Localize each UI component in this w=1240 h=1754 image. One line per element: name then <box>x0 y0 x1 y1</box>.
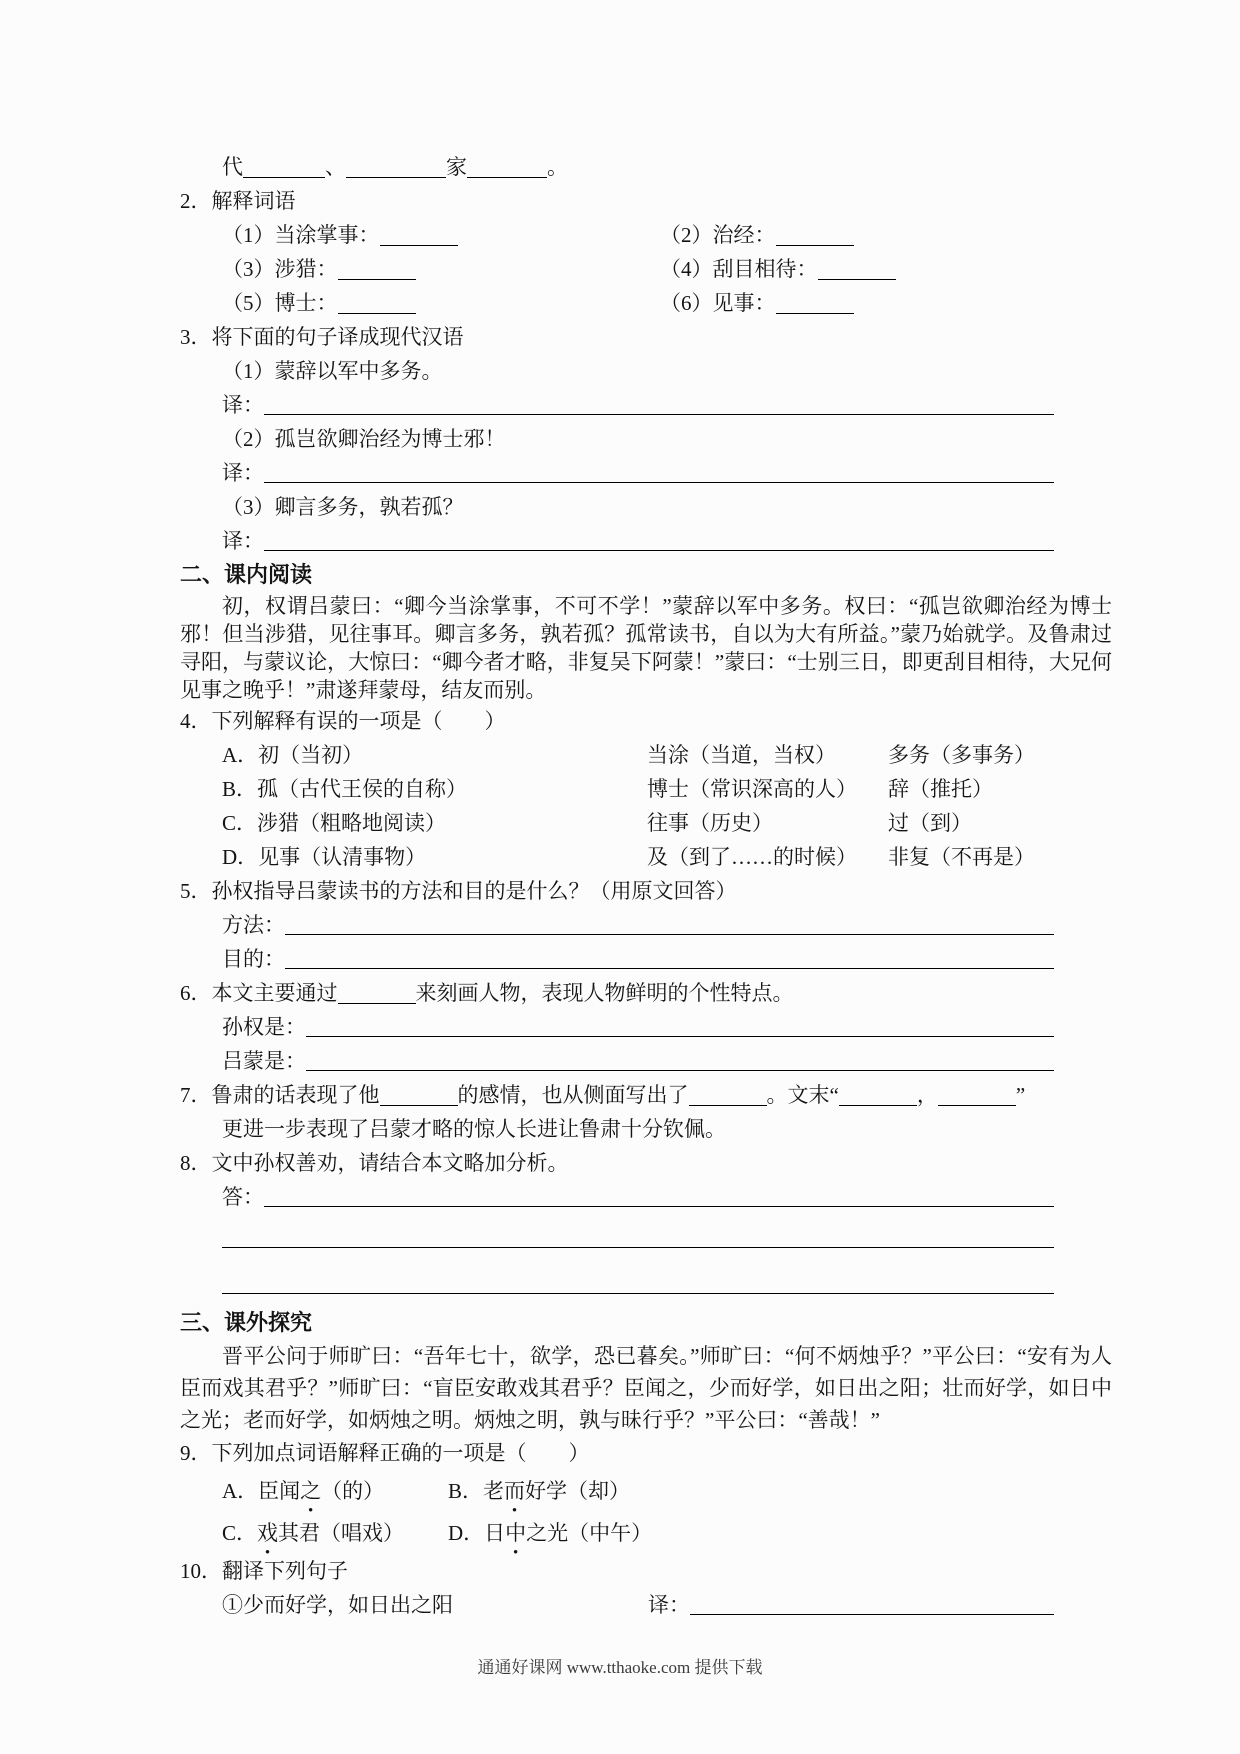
text-segment: 答： <box>222 1185 264 1209</box>
section-2-passage: 初，权谓吕蒙曰：“卿今当涂掌事，不可不学！”蒙辞以军中多务。权曰：“孤岂欲卿治经为博士邪！但当涉猎，见往事耳。卿言多务，孰若孤？孤常读书，自以为大有所益。”蒙乃始就学。及鲁肃过寻阳，与蒙议论，大惊曰：“卿今者才略，非复吴下阿蒙！”蒙曰：“士别三日，即更刮目相待，大兄何见事之晚乎！”肃遂拜蒙母，结友而别。 <box>180 594 1112 702</box>
text-segment: 吕蒙是： <box>222 1049 306 1073</box>
text-segment: 译： <box>648 1593 690 1617</box>
question-4-option-d <box>180 840 1112 874</box>
answer-rule-line <box>222 1229 1054 1248</box>
question-4-option-c <box>180 806 1112 840</box>
question-8-blank-line-1 <box>180 1214 1054 1260</box>
question-2-row-2 <box>180 252 1112 286</box>
blank-underline <box>338 293 416 314</box>
question-2-item-2 <box>660 218 1112 252</box>
question-9-option-a <box>222 1470 448 1512</box>
question-10-title: 10．翻译下列句子 <box>180 1559 348 1583</box>
text-segment: （的） <box>321 1479 385 1503</box>
text-segment: （2）治经： <box>660 223 776 247</box>
question-6-lvmeng-line <box>180 1044 1054 1078</box>
blank-underline <box>938 1085 1016 1106</box>
emphasis-dotted-char: 而 <box>504 1479 526 1503</box>
question-9-option-b <box>448 1470 1112 1512</box>
text-segment: 译： <box>222 393 264 417</box>
question-2-item-1 <box>222 218 660 252</box>
text-segment: （1）当涂掌事： <box>222 223 380 247</box>
option-c-col-1: C．涉猎（粗略地阅读） <box>222 811 447 835</box>
section-3-heading: 三、课外探究 <box>180 1310 313 1335</box>
question-5-title: 5．孙权指导吕蒙读书的方法和目的是什么？（用原文回答） <box>180 879 737 903</box>
question-2-item-3 <box>222 252 660 286</box>
text-segment: （6）见事： <box>660 291 776 315</box>
question-3-title: 3．将下面的句子译成现代汉语 <box>180 325 464 349</box>
blank-underline <box>776 225 854 246</box>
text-segment: 译： <box>222 461 264 485</box>
option-c-col-3: 过（到） <box>888 811 972 835</box>
text-segment: C． <box>222 1521 258 1545</box>
text-segment: 译： <box>222 529 264 553</box>
text-segment: 好学（却） <box>525 1479 631 1503</box>
text-segment: ” <box>1015 1083 1026 1107</box>
blank-underline <box>380 225 458 246</box>
text-segment: 6．本文主要通过 <box>180 981 338 1005</box>
text-segment: 其君（唱戏） <box>278 1521 405 1545</box>
blank-underline <box>243 157 325 178</box>
option-b-col-3: 辞（推托） <box>888 777 993 801</box>
answer-rule-line <box>264 532 1054 551</box>
option-b-col-2: 博士（常识深高的人） <box>647 777 857 801</box>
question-10-translation-line <box>648 1588 1054 1622</box>
footer-watermark: 通通好课网 www.tthaoke.com 提供下载 <box>477 1658 763 1677</box>
text-segment: 之光（中午） <box>526 1521 653 1545</box>
question-8-title: 8．文中孙权善劝，请结合本文略加分析。 <box>180 1151 569 1175</box>
blank-underline <box>346 157 446 178</box>
blank-underline <box>818 259 896 280</box>
answer-rule-line <box>285 916 1054 935</box>
answer-rule-line <box>306 1018 1054 1037</box>
question-9-option-c <box>222 1512 448 1554</box>
answer-rule-line <box>306 1052 1054 1071</box>
blank-underline <box>338 259 416 280</box>
question-2-row-3 <box>180 286 1112 320</box>
question-9-option-d <box>448 1512 1112 1554</box>
text-segment: （5）博士： <box>222 291 338 315</box>
question-2-row-1 <box>180 218 1112 252</box>
text-segment: B．老 <box>448 1479 505 1503</box>
question-7-line-1 <box>180 1078 1112 1112</box>
answer-rule-line <box>264 396 1054 415</box>
question-4-option-a <box>180 738 1112 772</box>
option-b-col-1: B．孤（古代王侯的自称） <box>222 777 468 801</box>
question-8-blank-line-2 <box>180 1260 1054 1306</box>
question-5-purpose-line <box>180 942 1054 976</box>
text-segment: D．日 <box>448 1521 506 1545</box>
text-segment: 7．鲁肃的话表现了他 <box>180 1083 380 1107</box>
blank-underline <box>776 293 854 314</box>
answer-rule-line <box>264 1188 1054 1207</box>
question-10-row <box>180 1588 1054 1622</box>
text-segment: 代 <box>222 155 243 179</box>
answer-rule-line <box>285 950 1054 969</box>
question-4-title: 4．下列解释有误的一项是（ ） <box>180 709 506 733</box>
option-d-col-3: 非复（不再是） <box>888 845 1035 869</box>
text-segment: 的感情，也从侧面写出了 <box>457 1083 689 1107</box>
question-7-line-2: 更进一步表现了吕蒙才略的惊人长进让鲁肃十分钦佩。 <box>222 1117 726 1141</box>
text-segment: 。文末“ <box>766 1083 839 1107</box>
text-segment: 家 <box>446 155 467 179</box>
option-a-col-2: 当涂（当道，当权） <box>647 743 836 767</box>
text-segment: A．臣闻 <box>222 1479 301 1503</box>
question-2-item-5 <box>222 286 660 320</box>
question-3-translation-line-1 <box>180 388 1054 422</box>
question-6-title <box>180 976 1112 1010</box>
emphasis-dotted-char: 之 <box>300 1479 322 1503</box>
section-3-passage: 晋平公问于师旷曰：“吾年七十，欲学，恐已暮矣。”师旷曰：“何不炳烛乎？”平公曰：“安有为人臣而戏其君乎？”师旷曰：“盲臣安敢戏其君乎？臣闻之，少而好学，如日出之阳；壮而好学，如日中之光；老而好学，如炳烛之明。炳烛之明，孰与昧行乎？”平公曰：“善哉！” <box>180 1344 1112 1432</box>
question-9-row-2 <box>180 1512 1112 1554</box>
question-8-answer-line <box>180 1180 1054 1214</box>
emphasis-dotted-char: 戏 <box>257 1521 279 1545</box>
text-segment: 。 <box>547 155 568 179</box>
question-3-translation-line-2 <box>180 456 1054 490</box>
question-6-sunquan-line <box>180 1010 1054 1044</box>
answer-rule-line <box>264 464 1054 483</box>
question-1-continuation <box>180 150 1112 184</box>
question-3-sentence-1: （1）蒙辞以军中多务。 <box>222 359 443 383</box>
question-3-translation-line-3 <box>180 524 1054 558</box>
text-segment: 来刻画人物，表现人物鲜明的个性特点。 <box>415 981 794 1005</box>
blank-underline <box>467 157 547 178</box>
option-c-col-2: 往事（历史） <box>647 811 773 835</box>
question-9-title: 9．下列加点词语解释正确的一项是（ ） <box>180 1441 590 1465</box>
text-segment: （3）涉猎： <box>222 257 338 281</box>
section-2-heading: 二、课内阅读 <box>180 562 313 587</box>
question-3-sentence-2: （2）孤岂欲卿治经为博士邪！ <box>222 427 506 451</box>
blank-underline <box>380 1085 458 1106</box>
option-a-col-1: A．初（当初） <box>222 743 364 767</box>
question-2-title: 2．解释词语 <box>180 189 296 213</box>
blank-underline <box>338 983 416 1004</box>
question-2-item-4 <box>660 252 1112 286</box>
text-segment: 孙权是： <box>222 1015 306 1039</box>
worksheet-content <box>180 150 1112 1622</box>
text-segment: ， <box>916 1083 938 1107</box>
text-segment: 、 <box>325 155 346 179</box>
text-segment: 目的： <box>222 947 285 971</box>
question-4-option-b <box>180 772 1112 806</box>
question-9-row-1 <box>180 1470 1112 1512</box>
option-a-col-3: 多务（多事务） <box>888 743 1035 767</box>
answer-rule-line <box>222 1275 1054 1294</box>
question-10-sentence: ①少而好学，如日出之阳 <box>222 1593 453 1617</box>
option-d-col-2: 及（到了……的时候） <box>647 845 857 869</box>
text-segment: 方法： <box>222 913 285 937</box>
emphasis-dotted-char: 中 <box>505 1521 527 1545</box>
blank-underline <box>839 1085 917 1106</box>
question-5-method-line <box>180 908 1054 942</box>
blank-underline <box>689 1085 767 1106</box>
text-segment: （4）刮目相待： <box>660 257 818 281</box>
question-2-item-6 <box>660 286 1112 320</box>
answer-rule-line <box>690 1596 1054 1615</box>
option-d-col-1: D．见事（认清事物） <box>222 845 427 869</box>
question-3-sentence-3: （3）卿言多务，孰若孤？ <box>222 495 464 519</box>
